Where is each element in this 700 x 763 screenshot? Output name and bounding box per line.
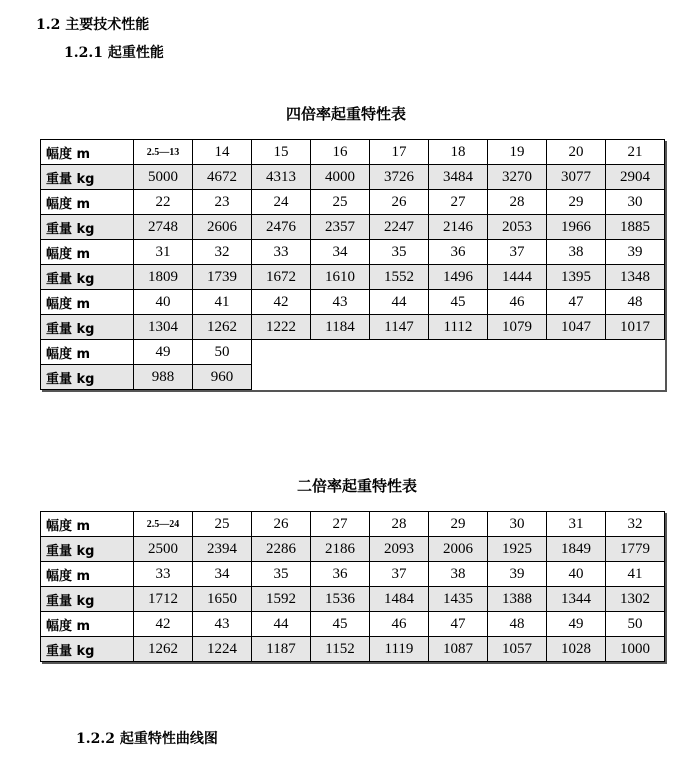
amplitude-label: 幅度 m: [41, 512, 134, 537]
amplitude-row: [41, 562, 665, 587]
amplitude-row: [41, 290, 665, 315]
weight-cell: 2093: [370, 537, 429, 562]
weight-cell: 3270: [488, 165, 547, 190]
amplitude-cell: 48: [606, 290, 665, 315]
amplitude-cell: 38: [547, 240, 606, 265]
amplitude-cell: 42: [252, 290, 311, 315]
amplitude-cell: 41: [606, 562, 665, 587]
amplitude-cell: 36: [429, 240, 488, 265]
amplitude-cell: 48: [488, 612, 547, 637]
weight-cell: 1000: [606, 637, 665, 662]
amplitude-cell: 32: [606, 512, 665, 537]
amplitude-label: 幅度 m: [41, 562, 134, 587]
weight-row: [41, 537, 665, 562]
weight-cell: 1849: [547, 537, 606, 562]
weight-cell: 988: [134, 365, 193, 390]
amplitude-cell: 25: [193, 512, 252, 537]
two-rate-lifting-table: [40, 511, 665, 662]
amplitude-cell: 31: [547, 512, 606, 537]
weight-row: [41, 265, 665, 290]
amplitude-label: 幅度 m: [41, 140, 134, 165]
amplitude-row: [41, 240, 665, 265]
weight-cell: 1444: [488, 265, 547, 290]
amplitude-label: 幅度 m: [41, 240, 134, 265]
amplitude-cell: 2.5—13: [134, 140, 193, 165]
weight-label: 重量 kg: [41, 215, 134, 240]
empty-cell: [547, 340, 606, 365]
weight-cell: 1047: [547, 315, 606, 340]
weight-cell: 2357: [311, 215, 370, 240]
amplitude-cell: 49: [547, 612, 606, 637]
weight-row: [41, 365, 665, 390]
amplitude-cell: 47: [429, 612, 488, 637]
weight-cell: 1712: [134, 587, 193, 612]
amplitude-cell: 16: [311, 140, 370, 165]
weight-cell: 1184: [311, 315, 370, 340]
amplitude-row: [41, 512, 665, 537]
amplitude-cell: 32: [193, 240, 252, 265]
amplitude-cell: 43: [311, 290, 370, 315]
weight-cell: 2500: [134, 537, 193, 562]
weight-cell: 960: [193, 365, 252, 390]
amplitude-cell: 29: [547, 190, 606, 215]
weight-cell: 1304: [134, 315, 193, 340]
weight-label: 重量 kg: [41, 637, 134, 662]
amplitude-cell: 30: [606, 190, 665, 215]
amplitude-cell: 46: [370, 612, 429, 637]
weight-cell: 1017: [606, 315, 665, 340]
weight-cell: 1388: [488, 587, 547, 612]
amplitude-cell: 38: [429, 562, 488, 587]
amplitude-cell: 14: [193, 140, 252, 165]
weight-row: [41, 315, 665, 340]
weight-cell: 1536: [311, 587, 370, 612]
amplitude-cell: 20: [547, 140, 606, 165]
amplitude-cell: 37: [488, 240, 547, 265]
section-heading: 1.2 主要技术性能: [36, 17, 150, 33]
amplitude-cell: 28: [488, 190, 547, 215]
weight-cell: 1119: [370, 637, 429, 662]
weight-cell: 5000: [134, 165, 193, 190]
amplitude-cell: 35: [252, 562, 311, 587]
empty-cell: [311, 365, 370, 390]
empty-cell: [252, 365, 311, 390]
amplitude-cell: 39: [488, 562, 547, 587]
amplitude-cell: 25: [311, 190, 370, 215]
amplitude-label: 幅度 m: [41, 290, 134, 315]
empty-cell: [547, 365, 606, 390]
amplitude-cell: 37: [370, 562, 429, 587]
weight-cell: 1885: [606, 215, 665, 240]
weight-cell: 1087: [429, 637, 488, 662]
weight-cell: 1650: [193, 587, 252, 612]
amplitude-cell: 44: [370, 290, 429, 315]
amplitude-cell: 18: [429, 140, 488, 165]
amplitude-row: [41, 340, 665, 365]
weight-cell: 1966: [547, 215, 606, 240]
weight-cell: 1057: [488, 637, 547, 662]
weight-cell: 1739: [193, 265, 252, 290]
amplitude-cell: 35: [370, 240, 429, 265]
amplitude-cell: 39: [606, 240, 665, 265]
weight-cell: 2247: [370, 215, 429, 240]
amplitude-cell: 33: [134, 562, 193, 587]
weight-cell: 1262: [134, 637, 193, 662]
amplitude-cell: 33: [252, 240, 311, 265]
four-rate-lifting-table: [40, 139, 665, 390]
amplitude-cell: 49: [134, 340, 193, 365]
amplitude-cell: 34: [311, 240, 370, 265]
weight-cell: 2186: [311, 537, 370, 562]
amplitude-label: 幅度 m: [41, 190, 134, 215]
empty-cell: [370, 340, 429, 365]
weight-cell: 1496: [429, 265, 488, 290]
amplitude-cell: 47: [547, 290, 606, 315]
table-four-title: 四倍率起重特性表: [286, 105, 407, 123]
weight-cell: 3484: [429, 165, 488, 190]
weight-cell: 1395: [547, 265, 606, 290]
amplitude-cell: 40: [134, 290, 193, 315]
empty-cell: [606, 340, 665, 365]
amplitude-cell: 17: [370, 140, 429, 165]
weight-cell: 1610: [311, 265, 370, 290]
weight-cell: 1222: [252, 315, 311, 340]
amplitude-cell: 15: [252, 140, 311, 165]
amplitude-cell: 41: [193, 290, 252, 315]
amplitude-cell: 50: [193, 340, 252, 365]
amplitude-cell: 40: [547, 562, 606, 587]
weight-cell: 2904: [606, 165, 665, 190]
weight-cell: 2606: [193, 215, 252, 240]
weight-cell: 2476: [252, 215, 311, 240]
amplitude-label: 幅度 m: [41, 340, 134, 365]
weight-cell: 1147: [370, 315, 429, 340]
weight-cell: 1344: [547, 587, 606, 612]
amplitude-cell: 2.5—24: [134, 512, 193, 537]
amplitude-cell: 30: [488, 512, 547, 537]
amplitude-cell: 27: [311, 512, 370, 537]
weight-cell: 1187: [252, 637, 311, 662]
weight-row: [41, 587, 665, 612]
empty-cell: [488, 340, 547, 365]
weight-cell: 2286: [252, 537, 311, 562]
amplitude-cell: 31: [134, 240, 193, 265]
amplitude-cell: 21: [606, 140, 665, 165]
weight-label: 重量 kg: [41, 537, 134, 562]
weight-cell: 2748: [134, 215, 193, 240]
amplitude-cell: 26: [370, 190, 429, 215]
weight-cell: 1672: [252, 265, 311, 290]
amplitude-cell: 19: [488, 140, 547, 165]
amplitude-cell: 46: [488, 290, 547, 315]
weight-label: 重量 kg: [41, 587, 134, 612]
weight-row: [41, 215, 665, 240]
empty-cell: [370, 365, 429, 390]
amplitude-cell: 29: [429, 512, 488, 537]
weight-cell: 1779: [606, 537, 665, 562]
weight-cell: 2053: [488, 215, 547, 240]
amplitude-cell: 45: [429, 290, 488, 315]
weight-cell: 1262: [193, 315, 252, 340]
amplitude-cell: 26: [252, 512, 311, 537]
weight-cell: 2006: [429, 537, 488, 562]
amplitude-row: [41, 612, 665, 637]
weight-label: 重量 kg: [41, 165, 134, 190]
amplitude-cell: 50: [606, 612, 665, 637]
weight-cell: 1592: [252, 587, 311, 612]
empty-cell: [311, 340, 370, 365]
weight-label: 重量 kg: [41, 365, 134, 390]
subsection-lifting-performance: 1.2.1 起重性能: [64, 45, 164, 61]
amplitude-cell: 34: [193, 562, 252, 587]
amplitude-cell: 36: [311, 562, 370, 587]
weight-label: 重量 kg: [41, 265, 134, 290]
weight-cell: 1152: [311, 637, 370, 662]
weight-cell: 2394: [193, 537, 252, 562]
empty-cell: [488, 365, 547, 390]
weight-cell: 4000: [311, 165, 370, 190]
amplitude-cell: 28: [370, 512, 429, 537]
weight-cell: 4672: [193, 165, 252, 190]
weight-label: 重量 kg: [41, 315, 134, 340]
weight-cell: 2146: [429, 215, 488, 240]
amplitude-label: 幅度 m: [41, 612, 134, 637]
weight-cell: 3077: [547, 165, 606, 190]
table-two-title: 二倍率起重特性表: [297, 477, 418, 495]
amplitude-cell: 42: [134, 612, 193, 637]
weight-cell: 1224: [193, 637, 252, 662]
weight-cell: 1484: [370, 587, 429, 612]
empty-cell: [606, 365, 665, 390]
amplitude-cell: 27: [429, 190, 488, 215]
weight-cell: 1435: [429, 587, 488, 612]
amplitude-cell: 24: [252, 190, 311, 215]
amplitude-cell: 23: [193, 190, 252, 215]
weight-cell: 1809: [134, 265, 193, 290]
empty-cell: [252, 340, 311, 365]
amplitude-cell: 44: [252, 612, 311, 637]
weight-cell: 1552: [370, 265, 429, 290]
amplitude-cell: 45: [311, 612, 370, 637]
amplitude-cell: 22: [134, 190, 193, 215]
amplitude-cell: 43: [193, 612, 252, 637]
weight-row: [41, 165, 665, 190]
empty-cell: [429, 365, 488, 390]
weight-cell: 1925: [488, 537, 547, 562]
amplitude-row: [41, 140, 665, 165]
weight-cell: 1028: [547, 637, 606, 662]
subsection-lifting-curve: 1.2.2 起重特性曲线图: [76, 731, 218, 747]
amplitude-row: [41, 190, 665, 215]
weight-cell: 1302: [606, 587, 665, 612]
weight-cell: 1112: [429, 315, 488, 340]
weight-row: [41, 637, 665, 662]
empty-cell: [429, 340, 488, 365]
weight-cell: 3726: [370, 165, 429, 190]
weight-cell: 1079: [488, 315, 547, 340]
weight-cell: 1348: [606, 265, 665, 290]
weight-cell: 4313: [252, 165, 311, 190]
